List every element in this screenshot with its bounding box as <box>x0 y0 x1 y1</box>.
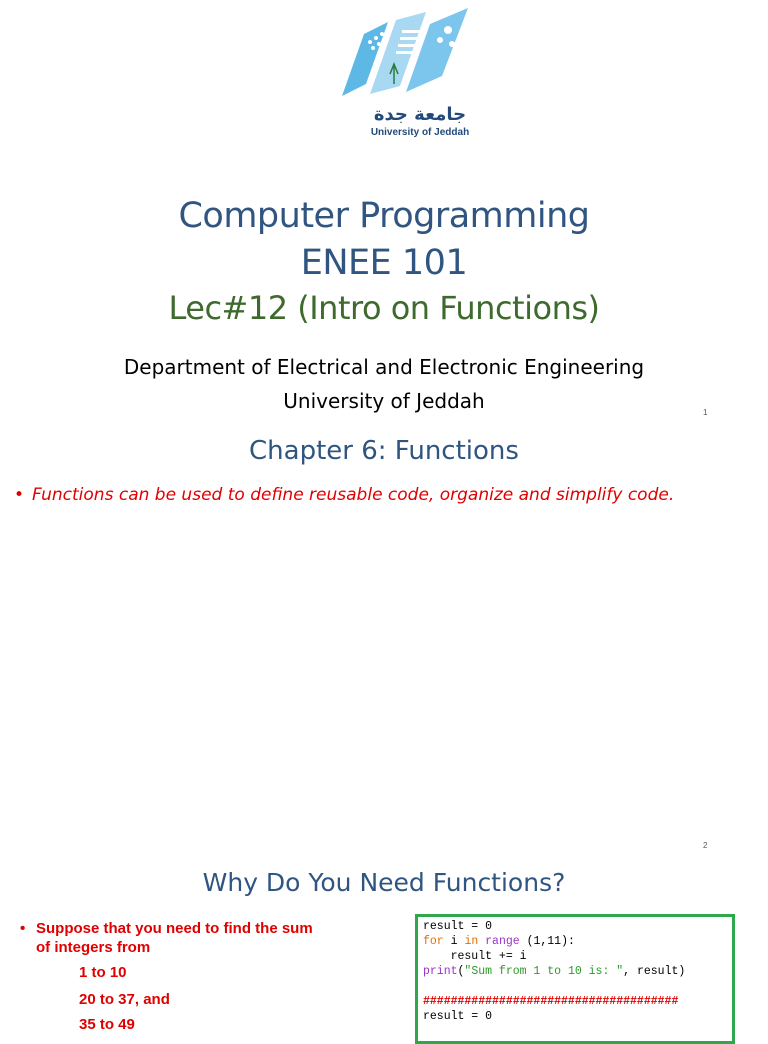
chapter-title: Chapter 6: Functions <box>249 436 519 466</box>
range-item: 35 to 49 <box>79 1016 135 1033</box>
code-line: result += i <box>423 950 527 963</box>
code-comment: ##################################### <box>423 995 679 1008</box>
code-text: , result) <box>623 965 686 978</box>
course-title: Computer Programming <box>178 196 590 236</box>
code-block <box>415 914 735 1044</box>
code-line <box>423 979 732 994</box>
bullet-item <box>14 485 674 505</box>
bullet-item <box>20 919 320 957</box>
range-item: 20 to 37, and <box>79 991 170 1008</box>
code-keyword: in <box>464 935 479 948</box>
slide-title: Why Do You Need Functions? <box>202 868 566 897</box>
code-keyword: for <box>423 935 444 948</box>
code-line <box>423 964 732 979</box>
department-name: Department of Electrical and Electronic Engineering <box>123 355 645 379</box>
university-arabic-name: جامعة جدة <box>373 104 467 125</box>
range-item: 1 to 10 <box>79 964 127 981</box>
university-name: University of Jeddah <box>283 389 485 413</box>
code-builtin: print <box>423 965 458 978</box>
page-number: 1 <box>703 408 708 417</box>
code-builtin: range <box>485 935 520 948</box>
code-line: result = 0 <box>423 1010 493 1023</box>
university-logo-icon <box>330 4 475 100</box>
code-text: ( <box>457 965 465 978</box>
bullet-marker: • <box>14 485 25 505</box>
code-string: "Sum from 1 to 10 is: " <box>464 965 624 978</box>
code-text: (1,11): <box>519 935 575 948</box>
course-code: ENEE 101 <box>300 243 468 283</box>
university-english-name: University of Jeddah <box>370 127 470 138</box>
lecture-title: Lec#12 (Intro on Functions) <box>168 289 600 327</box>
bullet-text: Suppose that you need to find the sum of integers from <box>36 920 313 956</box>
bullet-marker: • <box>20 920 26 937</box>
page-number: 2 <box>703 841 708 850</box>
bullet-text: Functions can be used to define reusable code, organize and simplify code. <box>32 485 675 505</box>
code-line <box>423 934 732 949</box>
code-text: i <box>443 935 465 948</box>
code-line: result = 0 <box>423 920 493 933</box>
